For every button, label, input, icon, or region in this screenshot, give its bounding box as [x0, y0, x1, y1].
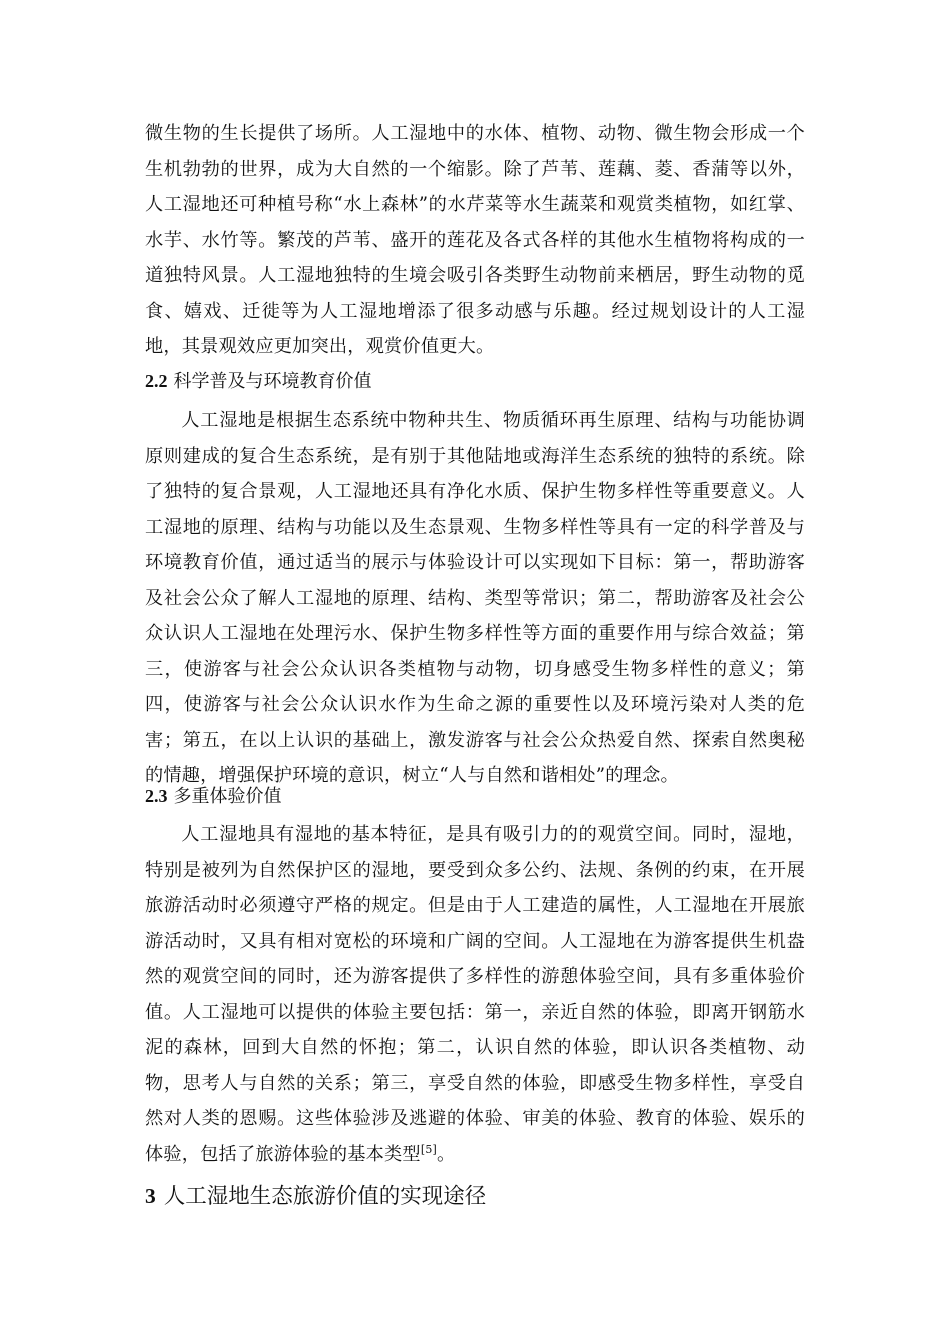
paragraph-section-2-2: 人工湿地是根据生态系统中物种共生、物质循环再生原理、结构与功能协调原则建成的复合生态系统，是有别于其他陆地或海洋生态系统的独特的系统。除了独特的复合景观，人工湿地还具有净化水质、保护生物多样性等重要意义。人工湿地的原理、结构与功能以及生态景观、生物多样性等具有一定的科学普及与环境教育价值，通过适当的展示与体验设计可以实现如下目标：第一，帮助游客及社会公众了解人工湿地的原理、结构、类型等常识；第二，帮助游客及社会公众认识人工湿地在处理污水、保护生物多样性等方面的重要作用与综合效益；第三，使游客与社会公众认识各类植物与动物，切身感受生物多样性的意义；第四，使游客与社会公众认识水作为生命之源的重要性以及环境污染对人类的危害；第五，在以上认识的基础上，激发游客与社会公众热爱自然、探索自然奥秘的情趣，增强保护环境的意识，树立“人与自然和谐相处”的理念。	[145, 410, 805, 786]
section-number: 3	[145, 1184, 156, 1208]
paragraph-end: 。	[437, 1143, 456, 1165]
paragraph-body: 人工湿地具有湿地的基本特征，是具有吸引力的的观赏空间。同时，湿地，特别是被列为自然保护区的湿地，要受到众多公约、法规、条例的约束，在开展旅游活动时必须遵守严格的规定。但是由于人工建造的属性，人工湿地在开展旅游活动时，又具有相对宽松的环境和广阔的空间。人工湿地在为游客提供生机盎然的观赏空间的同时，还为游客提供了多样性的游憩体验空间，具有多重体验价值。人工湿地可以提供的体验主要包括：第一，亲近自然的体验，即离开钢筋水泥的森林，回到大自然的怀抱；第二，认识自然的体验，即认识各类植物、动物，思考人与自然的关系；第三，享受自然的体验，即感受生物多样性，享受自然对人类的恩赐。这些体验涉及逃避的体验、审美的体验、教育的体验、娱乐的体验，包括了旅游体验的基本类型	[145, 824, 805, 1165]
citation-marker[interactable]: [5]	[420, 1142, 438, 1156]
section-number: 2.2	[145, 371, 168, 391]
section-title: 人工湿地生态旅游价值的实现途径	[163, 1184, 487, 1209]
paragraph-intro: 微生物的生长提供了场所。人工湿地中的水体、植物、动物、微生物会形成一个生机勃勃的世界，成为大自然的一个缩影。除了芦苇、莲藕、菱、香蒲等以外，人工湿地还可种植号称“水上森林”的水芹菜等水生蔬菜和观赏类植物，如红掌、水芋、水竹等。繁茂的芦苇、盛开的莲花及各式各样的其他水生植物将构成的一道独特风景。人工湿地独特的生境会吸引各类野生动物前来栖居，野生动物的觅食、嬉戏、迁徙等为人工湿地增添了很多动感与乐趣。经过规划设计的人工湿地，其景观效应更加突出，观赏价值更大。	[145, 123, 805, 357]
section-heading-2-2	[145, 366, 372, 397]
section-heading-3	[145, 1180, 486, 1213]
section-title: 科学普及与环境教育价值	[173, 371, 372, 392]
paragraph-section-2-3	[145, 817, 805, 1172]
section-title: 多重体验价值	[173, 786, 282, 807]
section-number: 2.3	[145, 786, 168, 806]
section-heading-2-3	[145, 781, 282, 812]
